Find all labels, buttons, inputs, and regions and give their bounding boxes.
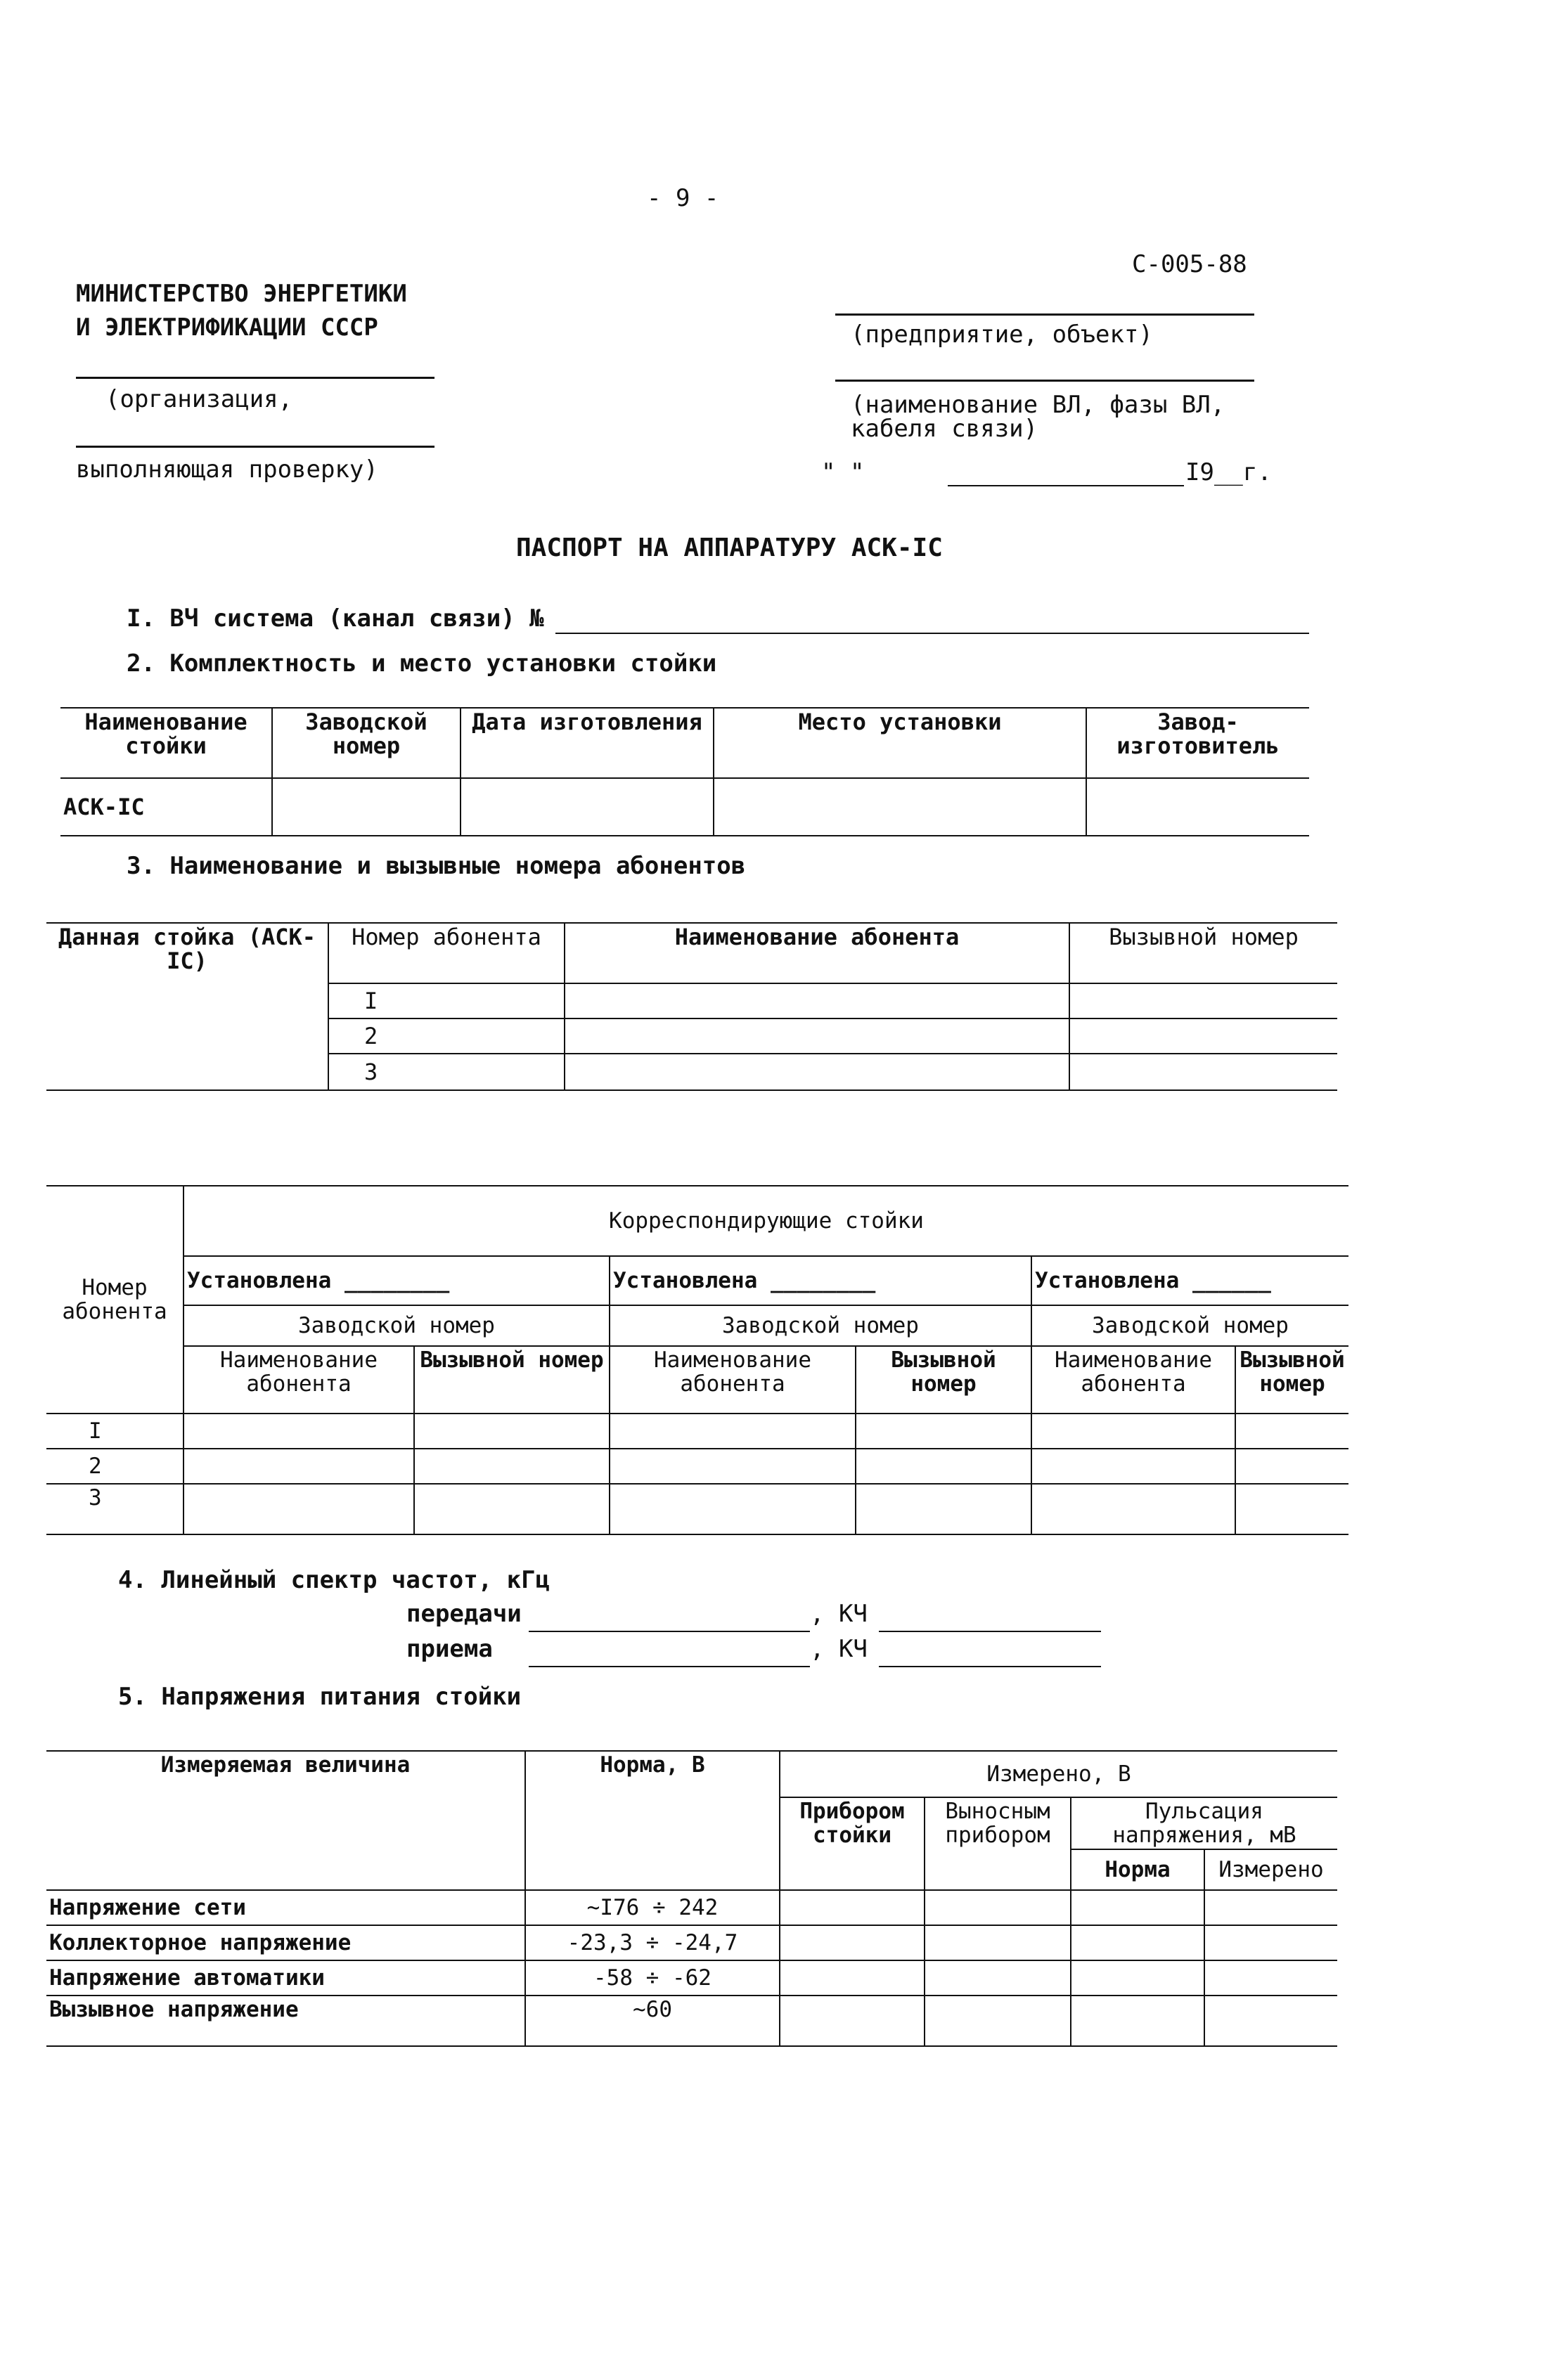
v2-rack[interactable] xyxy=(780,1925,925,1960)
ministry-line1: МИНИСТЕРСТВО ЭНЕРГЕТИКИ xyxy=(76,280,407,308)
system-number-field[interactable] xyxy=(555,606,1309,634)
date-fill[interactable] xyxy=(948,458,1184,486)
corr-row-2: 2 xyxy=(89,1454,102,1479)
subscriber-name-2[interactable] xyxy=(565,1018,1069,1054)
header-manufacturer: Завод-изготовитель xyxy=(1116,709,1280,759)
page-title: ПАСПОРТ НА АППАРАТУРУ АСК-IС xyxy=(516,533,943,562)
doc-code: С-005-88 xyxy=(1132,250,1247,278)
corr-cell-2-6[interactable] xyxy=(1235,1449,1348,1484)
corr-cell-1-2[interactable] xyxy=(414,1414,610,1449)
installed-1-cell[interactable]: Установлена ________ xyxy=(184,1256,610,1305)
installed-label-2: Установлена xyxy=(613,1268,758,1293)
header-measured: Измерено, В xyxy=(986,1761,1131,1787)
corr-cell-3-1[interactable] xyxy=(184,1484,414,1534)
corr-cell-1-3[interactable] xyxy=(610,1414,856,1449)
corr-cell-2-4[interactable] xyxy=(856,1449,1031,1484)
call-number-1[interactable] xyxy=(1069,983,1337,1018)
voltage-norm-4: ~60 xyxy=(633,1997,672,2022)
section4-label: 4. Линейный спектр частот, кГц xyxy=(118,1566,551,1594)
rack-name-value: АСК-IС xyxy=(63,794,145,820)
corr-cell-2-3[interactable] xyxy=(610,1449,856,1484)
corr-cell-3-4[interactable] xyxy=(856,1484,1031,1534)
completeness-table xyxy=(60,707,1309,836)
corr-subscriber-header: Номер абонента xyxy=(62,1275,167,1324)
v4-ripple-norm[interactable] xyxy=(1071,1996,1204,2046)
subscriber-name-1[interactable] xyxy=(565,983,1069,1018)
corr-name-header-1: Наименование абонента xyxy=(220,1347,378,1397)
subscribers-table xyxy=(46,922,1337,1091)
corr-cell-1-6[interactable] xyxy=(1235,1414,1348,1449)
corresponding-racks-table xyxy=(46,1185,1348,1535)
this-rack-label: Данная стойка (АСК-IС) xyxy=(58,924,316,974)
date-year: I9__г. xyxy=(1185,458,1272,486)
rx-freq-field[interactable] xyxy=(529,1639,810,1667)
section2-label: 2. Комплектность и место установки стойки xyxy=(127,649,717,678)
voltage-norm-3: -58 ÷ -62 xyxy=(593,1965,712,1991)
rx-kch-label: , КЧ xyxy=(810,1635,868,1663)
org-line xyxy=(76,377,434,379)
voltage-norm-2: -23,3 ÷ -24,7 xyxy=(567,1930,738,1955)
v2-ripple-meas[interactable] xyxy=(1204,1925,1337,1960)
corr-call-header-3: Вызывной номер xyxy=(1240,1347,1345,1397)
corr-cell-2-2[interactable] xyxy=(414,1449,610,1484)
header-ripple-measured: Измерено xyxy=(1218,1857,1324,1882)
enterprise-label: (предприятие, объект) xyxy=(851,321,1153,349)
subscriber-number-2: 2 xyxy=(364,1023,378,1049)
ministry-line2: И ЭЛЕКТРИФИКАЦИИ СССР xyxy=(76,313,378,342)
section5-label: 5. Напряжения питания стойки xyxy=(118,1683,522,1711)
call-number-2[interactable] xyxy=(1069,1018,1337,1054)
manufacture-date-cell[interactable] xyxy=(461,778,714,836)
subscriber-number-3: 3 xyxy=(364,1059,378,1085)
header-factory-number: Заводской номер xyxy=(305,709,427,759)
v1-ripple-norm[interactable] xyxy=(1071,1890,1204,1925)
date-quotes: " " xyxy=(821,458,865,486)
call-number-3[interactable] xyxy=(1069,1054,1337,1090)
page-number: - 9 - xyxy=(647,184,719,212)
corr-call-header-1: Вызывной номер xyxy=(420,1347,604,1373)
factory-number-label-2: Заводской номер xyxy=(722,1313,919,1338)
factory-number-label-3: Заводской номер xyxy=(1092,1313,1289,1338)
corr-cell-3-5[interactable] xyxy=(1031,1484,1235,1534)
voltage-name-3: Напряжение автоматики xyxy=(49,1965,325,1991)
corr-cell-1-1[interactable] xyxy=(184,1414,414,1449)
section1-label: I. ВЧ система (канал связи) № xyxy=(127,604,544,633)
rx-kch-field[interactable] xyxy=(879,1639,1101,1667)
installed-3-cell[interactable]: Установлена ______ xyxy=(1031,1256,1348,1305)
header-remote-meter: Выносным прибором xyxy=(945,1799,1050,1848)
rx-label: приема xyxy=(406,1635,493,1663)
corr-cell-3-2[interactable] xyxy=(414,1484,610,1534)
v4-remote[interactable] xyxy=(925,1996,1071,2046)
v3-ripple-meas[interactable] xyxy=(1204,1960,1337,1996)
voltage-name-2: Коллекторное напряжение xyxy=(49,1930,352,1955)
org-label1: (организация, xyxy=(105,385,293,413)
header-manufacture-date: Дата изготовления xyxy=(472,709,702,735)
v1-remote[interactable] xyxy=(925,1890,1071,1925)
installed-label-3: Установлена xyxy=(1035,1268,1180,1293)
org-label2: выполняющая проверку) xyxy=(76,455,378,484)
corr-row-3: 3 xyxy=(89,1485,102,1511)
corr-cell-2-5[interactable] xyxy=(1031,1449,1235,1484)
corr-cell-3-6[interactable] xyxy=(1235,1484,1348,1534)
line-name-line xyxy=(835,380,1254,382)
corr-cell-2-1[interactable] xyxy=(184,1449,414,1484)
enterprise-line xyxy=(835,313,1254,316)
header-ripple-norm: Норма xyxy=(1105,1857,1171,1882)
header-rack-meter: Прибором стойки xyxy=(799,1799,905,1848)
header-call-number: Вызывной номер xyxy=(1109,924,1299,950)
v2-remote[interactable] xyxy=(925,1925,1071,1960)
corr-name-header-2: Наименование абонента xyxy=(654,1347,811,1397)
line-name-label1: (наименование ВЛ, фазы ВЛ, xyxy=(851,391,1225,419)
v1-rack[interactable] xyxy=(780,1890,925,1925)
tx-label: передачи xyxy=(406,1600,522,1628)
v4-ripple-meas[interactable] xyxy=(1204,1996,1337,2046)
header-quantity: Измеряемая величина xyxy=(160,1752,411,1778)
corr-cell-3-3[interactable] xyxy=(610,1484,856,1534)
manufacturer-cell[interactable] xyxy=(1086,778,1309,836)
installed-2-cell[interactable]: Установлена ________ xyxy=(610,1256,1031,1305)
voltage-name-1: Напряжение сети xyxy=(49,1895,246,1920)
header-install-place: Место установки xyxy=(798,709,1002,735)
v2-ripple-norm[interactable] xyxy=(1071,1925,1204,1960)
installed-label-1: Установлена xyxy=(187,1268,332,1293)
voltage-norm-1: ~I76 ÷ 242 xyxy=(586,1895,719,1920)
corr-cell-1-5[interactable] xyxy=(1031,1414,1235,1449)
install-place-cell[interactable] xyxy=(714,778,1086,836)
voltage-table xyxy=(46,1750,1337,2047)
tx-kch-label: , КЧ xyxy=(810,1600,868,1628)
subscriber-name-3[interactable] xyxy=(565,1054,1069,1090)
tx-freq-field[interactable] xyxy=(529,1604,810,1632)
v3-rack[interactable] xyxy=(780,1960,925,1996)
corr-call-header-2: Вызывной номер xyxy=(891,1347,996,1397)
v3-ripple-norm[interactable] xyxy=(1071,1960,1204,1996)
corr-top-header: Корреспондирующие стойки xyxy=(609,1208,924,1234)
corr-row-1: I xyxy=(89,1418,102,1444)
header-subscriber-name: Наименование абонента xyxy=(674,924,960,950)
tx-kch-field[interactable] xyxy=(879,1604,1101,1632)
corr-cell-1-4[interactable] xyxy=(856,1414,1031,1449)
subscriber-number-1: I xyxy=(364,988,378,1014)
v3-remote[interactable] xyxy=(925,1960,1071,1996)
voltage-name-4: Вызывное напряжение xyxy=(49,1997,299,2022)
factory-number-cell[interactable] xyxy=(272,778,461,836)
header-norm: Норма, В xyxy=(600,1752,705,1778)
header-subscriber-number: Номер абонента xyxy=(352,924,541,950)
v4-rack[interactable] xyxy=(780,1996,925,2046)
v1-ripple-meas[interactable] xyxy=(1204,1890,1337,1925)
line-name-label2: кабеля связи) xyxy=(851,415,1038,443)
corr-name-header-3: Наименование абонента xyxy=(1055,1347,1212,1397)
header-ripple: Пульсация напряжения, мВ xyxy=(1112,1799,1296,1848)
org-line2 xyxy=(76,446,434,448)
section3-label: 3. Наименование и вызывные номера абонентов xyxy=(127,852,746,880)
header-rack-name: Наименование стойки xyxy=(84,709,247,759)
factory-number-label-1: Заводской номер xyxy=(298,1313,495,1338)
